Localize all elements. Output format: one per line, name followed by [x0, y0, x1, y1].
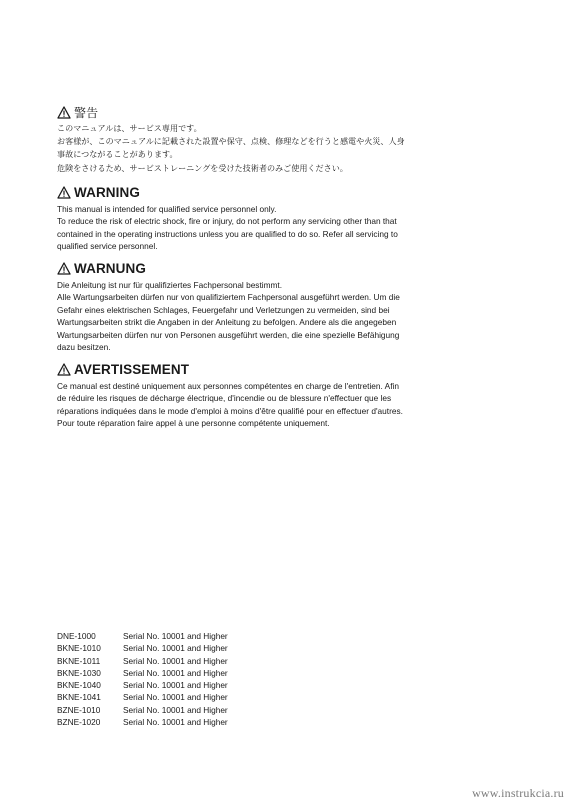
heading-text: WARNING [74, 185, 140, 200]
warning-triangle-icon [57, 262, 71, 275]
model-name: BKNE-1010 [57, 643, 101, 654]
model-row [57, 642, 228, 654]
model-row [57, 716, 228, 728]
body-line: Wartungsarbeiten strikt die Angaben in der Anleitung zu befolgen. Andere als die angegeben [57, 317, 397, 328]
model-serial: Serial No. 10001 and Higher [123, 655, 228, 666]
model-row [57, 691, 228, 703]
watermark-url: www.instrukcia.ru [472, 786, 564, 800]
warning-heading-japanese [57, 106, 527, 119]
body-line: Wartungsarbeiten dürfen nur von Personen ausgeführt werden, die eine spezielle Befähigung [57, 329, 400, 340]
body-line: 事故につながることがあります。 [57, 149, 178, 160]
model-name: BZNE-1020 [57, 717, 101, 728]
body-line: 危険をさけるため、サービストレーニングを受けた技術者のみご使用ください。 [57, 162, 348, 173]
body-line: Die Anleitung ist nur für qualifiziertes Fachpersonal bestimmt. [57, 279, 283, 290]
body-line: Ce manual est destiné uniquement aux personnes compétentes en charge de l'entretien. Afin [57, 380, 399, 391]
model-serial: Serial No. 10001 and Higher [123, 704, 228, 715]
body-line: This manual is intended for qualified service personnel only. [57, 203, 277, 214]
body-line: To reduce the risk of electric shock, fire or injury, do not perform any servicing other than that [57, 216, 397, 227]
warning-body-japanese [57, 122, 527, 175]
warning-body-german [57, 279, 527, 355]
model-row [57, 704, 228, 716]
model-serial: Serial No. 10001 and Higher [123, 717, 228, 728]
body-line: このマニュアルは、サービス専用です。 [57, 123, 202, 133]
warning-triangle-icon [57, 363, 71, 376]
model-row [57, 630, 228, 642]
warning-heading-german [57, 262, 527, 276]
model-row [57, 655, 228, 667]
body-line: Pour toute réparation faire appel à une personne compétente uniquement. [57, 418, 330, 429]
warning-heading-english [57, 186, 527, 200]
model-row [57, 667, 228, 679]
body-line: dazu besitzen. [57, 342, 111, 353]
warning-body-english [57, 203, 527, 253]
model-name: BZNE-1010 [57, 704, 101, 715]
warning-section-german [57, 262, 527, 354]
body-line: お客様が、このマニュアルに記載された設置や保守、点検、修理などを行うと感電や火災、人身 [57, 136, 405, 147]
body-line: de réduire les risques de décharge électrique, d'incendie ou de blessure n'effectuer que les [57, 393, 392, 404]
body-line: Gefahr eines elektrischen Schlages, Feuergefahr und Verletzungen zu vermeiden, sind bei [57, 304, 390, 315]
model-name: BKNE-1040 [57, 680, 101, 691]
body-line: Alle Wartungsarbeiten dürfen nur von qualifiziertem Fachpersonal ausgeführt werden. Um die [57, 292, 400, 303]
model-name: BKNE-1041 [57, 692, 101, 703]
heading-text: 警告 [74, 105, 99, 120]
warning-triangle-icon [57, 106, 71, 119]
body-line: contained in the operating instructions unless you are qualified to do so. Refer all servicing to [57, 228, 398, 239]
model-serial: Serial No. 10001 and Higher [123, 692, 228, 703]
model-serial-list [57, 630, 228, 728]
model-serial: Serial No. 10001 and Higher [123, 643, 228, 654]
model-name: BKNE-1030 [57, 667, 101, 678]
model-name: DNE-1000 [57, 631, 96, 641]
warning-triangle-icon [57, 186, 71, 199]
warning-section-french [57, 363, 527, 430]
model-row [57, 679, 228, 691]
warning-section-japanese [57, 106, 527, 175]
model-serial: Serial No. 10001 and Higher [123, 667, 228, 678]
heading-text: WARNUNG [74, 261, 146, 276]
warning-section-english [57, 186, 527, 253]
model-name: BKNE-1011 [57, 655, 101, 666]
model-serial: Serial No. 10001 and Higher [123, 631, 228, 641]
warning-body-french [57, 380, 527, 430]
heading-text: AVERTISSEMENT [74, 362, 190, 377]
warning-heading-french [57, 363, 527, 377]
model-serial: Serial No. 10001 and Higher [123, 680, 228, 691]
body-line: qualified service personnel. [57, 241, 158, 252]
body-line: réparations indiquées dans le mode d'emploi à moins d'être qualifié pour en effectuer d'autres. [57, 405, 403, 416]
